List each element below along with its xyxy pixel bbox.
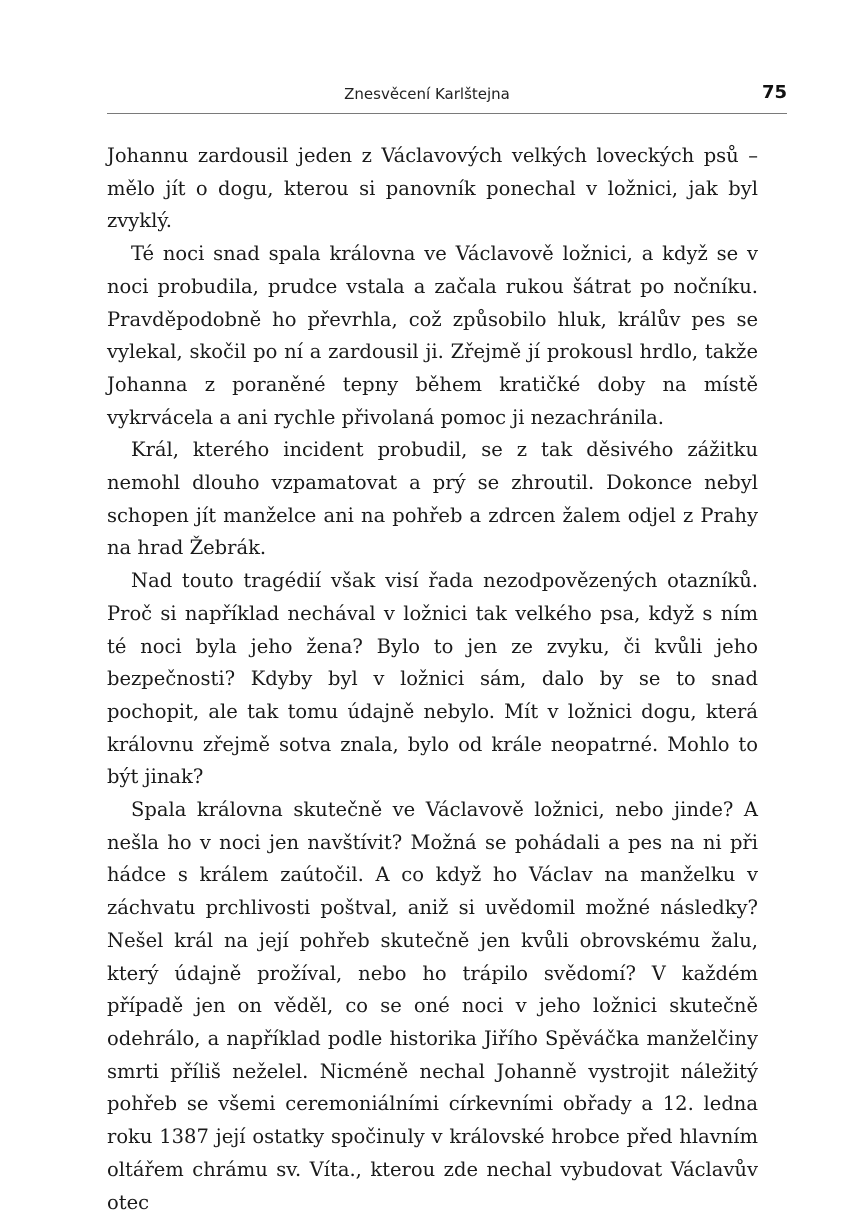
running-header xyxy=(107,82,787,112)
paragraph: Nad touto tragédií však visí řada nezodpovězených otazníků. Proč si například nechával v ložnici tak velkého psa, když s ním té noci byla jeho žena? Bylo to jen ze zvyku, či kvůli jeho bezpečnosti? Kdyby byl v ložnici sám, dalo by se to snad pochopit, ale tak tomu údajně nebylo. Mít v ložnici dogu, která královnu zřejmě sotva znala, bylo od krále neopatrné. Mohlo to být jinak? xyxy=(107,569,758,789)
paragraph: Král, kterého incident probudil, se z tak děsivého zážitku nemohl dlouho vzpamatovat a prý se zhroutil. Dokonce nebyl schopen jít manželce ani na pohřeb a zdrcen žalem odjel z Prahy na hrad Žebrák. xyxy=(107,438,758,560)
body-text xyxy=(107,140,758,1219)
paragraph: Té noci snad spala královna ve Václavově ložnici, a když se v noci probudila, prudce vstala a začala rukou šátrat po nočníku. Pravděpodobně ho převrhla, což způsobilo hluk, králův pes se vylekal, skočil po ní a zardousil ji. Zřejmě jí prokousl hrdlo, takže Johanna z poraněné tepny během kratičké doby na místě vykrvácela a ani rychle přivolaná pomoc ji nezachránila. xyxy=(107,242,758,429)
paragraph: Johannu zardousil jeden z Václavových velkých loveckých psů – mělo jít o dogu, kterou si panovník ponechal v ložnici, jak byl zvyklý. xyxy=(107,144,758,233)
paragraph: Spala královna skutečně ve Václavově ložnici, nebo jinde? A nešla ho v noci jen navštívit? Možná se pohádali a pes na ni při hádce s králem zaútočil. A co když ho Václav na manželku v záchvatu prchlivosti poštval, aniž si uvědomil možné následky? Nešel král na její pohřeb skutečně jen kvůli obrovskému žalu, který údajně prožíval, nebo ho trápilo svědomí? V každém případě jen on věděl, co se oné noci v jeho ložnici skutečně odehrálo, a například podle historika Jiřího Spěváčka manželčiny smrti příliš neželel. Nicméně nechal Johanně vystrojit náležitý pohřeb se všemi ceremoniálními církevními obřady a 12. ledna roku 1387 její ostatky spočinuly v královské hrobce před hlavním oltářem chrámu sv. Víta., kterou zde nechal vybudovat Václavův otec xyxy=(107,798,758,1214)
page-number: 75 xyxy=(761,82,787,103)
header-divider xyxy=(107,113,787,114)
running-title: Znesvěcení Karlštejna xyxy=(344,85,510,103)
